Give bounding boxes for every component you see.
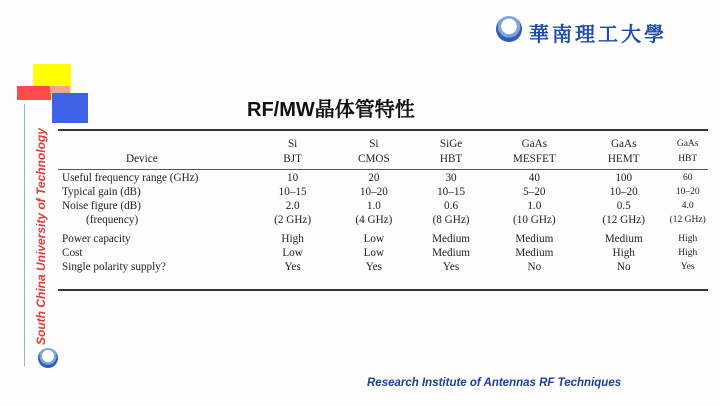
- table-cell: 10–15: [278, 186, 307, 198]
- table-cell: No: [527, 261, 542, 273]
- table-cell: 10–20: [609, 186, 638, 198]
- table-cell: Yes: [284, 261, 301, 273]
- column-header: SiGe: [439, 137, 463, 150]
- table-row: [58, 171, 708, 185]
- column-header: HEMT: [607, 152, 640, 165]
- table-cell: 10–20: [359, 186, 388, 198]
- table-cell: (4 GHz): [355, 214, 393, 226]
- table-cell: (8 GHz): [432, 214, 470, 226]
- table-row: [58, 185, 708, 199]
- table-cell: Yes: [680, 262, 695, 272]
- table-cell: 30: [445, 172, 457, 184]
- left-divider-line: [24, 104, 25, 366]
- transistor-comparison-table: [58, 136, 708, 274]
- table-cell: Yes: [442, 261, 460, 273]
- column-header: HBT: [678, 153, 698, 164]
- column-header: GaAs: [521, 137, 548, 150]
- table-cell: High: [281, 233, 304, 245]
- table-header-row-top: [58, 136, 708, 151]
- table-cell: Low: [363, 233, 385, 245]
- table-cell: 10: [287, 172, 299, 184]
- table-row: [58, 246, 708, 260]
- table-cell: 10–15: [437, 186, 466, 198]
- table-cell: Low: [363, 247, 385, 259]
- table-cell: 1.0: [366, 200, 381, 212]
- table-cell: 5–20: [523, 186, 546, 198]
- row-label: Cost: [62, 247, 83, 259]
- device-label: Device: [126, 152, 158, 165]
- footer-institute-text: Research Institute of Antennas RF Techniques: [367, 377, 622, 389]
- row-label: Power capacity: [62, 233, 131, 245]
- decorative-red-bar: [17, 86, 51, 100]
- column-header: MESFET: [512, 152, 556, 165]
- table-cell: (10 GHz): [513, 214, 556, 226]
- column-header: GaAs: [610, 137, 637, 150]
- university-name: 華南理工大學: [529, 22, 667, 46]
- table-cell: (12 GHz): [669, 215, 706, 225]
- column-header: BJT: [283, 152, 302, 165]
- row-label: Useful frequency range (GHz): [62, 172, 199, 184]
- table-cell: High: [612, 247, 635, 259]
- table-row: [58, 199, 708, 213]
- slide-title: RF/MW晶体管特性: [247, 99, 415, 121]
- row-label: Noise figure (dB): [62, 200, 141, 212]
- table-cell: Yes: [365, 261, 382, 273]
- side-university-text: South China University of Technology: [34, 128, 48, 345]
- table-cell: 60: [682, 173, 693, 183]
- table-cell: 10–20: [675, 187, 700, 197]
- table-cell: 1.0: [527, 200, 542, 212]
- decorative-blue-square: [52, 93, 88, 123]
- table-cell: High: [678, 234, 698, 244]
- column-header: Si: [369, 137, 379, 150]
- table-cell: 20: [368, 172, 380, 184]
- table-cell: Low: [282, 247, 303, 259]
- university-logo-icon: [496, 16, 522, 42]
- table-cell: High: [678, 248, 698, 258]
- table-row: [58, 213, 708, 227]
- table-cell: Medium: [432, 247, 470, 259]
- table-cell: Medium: [515, 247, 554, 259]
- table-cell: (12 GHz): [602, 214, 645, 226]
- column-header: GaAs: [676, 138, 699, 149]
- table-row: [58, 260, 708, 274]
- table-cell: 0.5: [616, 200, 631, 212]
- table-cell: Medium: [432, 233, 470, 245]
- column-header: Si: [287, 137, 298, 150]
- table-cell: 40: [528, 172, 540, 184]
- table-cell: Medium: [515, 233, 554, 245]
- table-cell: 2.0: [285, 200, 300, 212]
- table-header-row-bottom: [58, 151, 708, 166]
- column-header: HBT: [439, 152, 463, 165]
- table-cell: 100: [615, 172, 633, 184]
- table-cell: No: [616, 261, 631, 273]
- table-bottom-rule: [58, 289, 708, 291]
- row-label: Single polarity supply?: [62, 261, 166, 273]
- table-cell: (2 GHz): [274, 214, 312, 226]
- table-top-rule: [58, 129, 708, 131]
- column-header: CMOS: [358, 152, 390, 165]
- table-cell: Medium: [604, 233, 643, 245]
- side-logo-icon: [38, 348, 58, 368]
- table-row: [58, 232, 708, 246]
- table-cell: 4.0: [681, 201, 694, 211]
- row-label: (frequency): [86, 214, 139, 226]
- row-label: Typical gain (dB): [62, 186, 141, 198]
- table-cell: 0.6: [444, 200, 459, 212]
- decorative-pink-bar: [50, 86, 70, 93]
